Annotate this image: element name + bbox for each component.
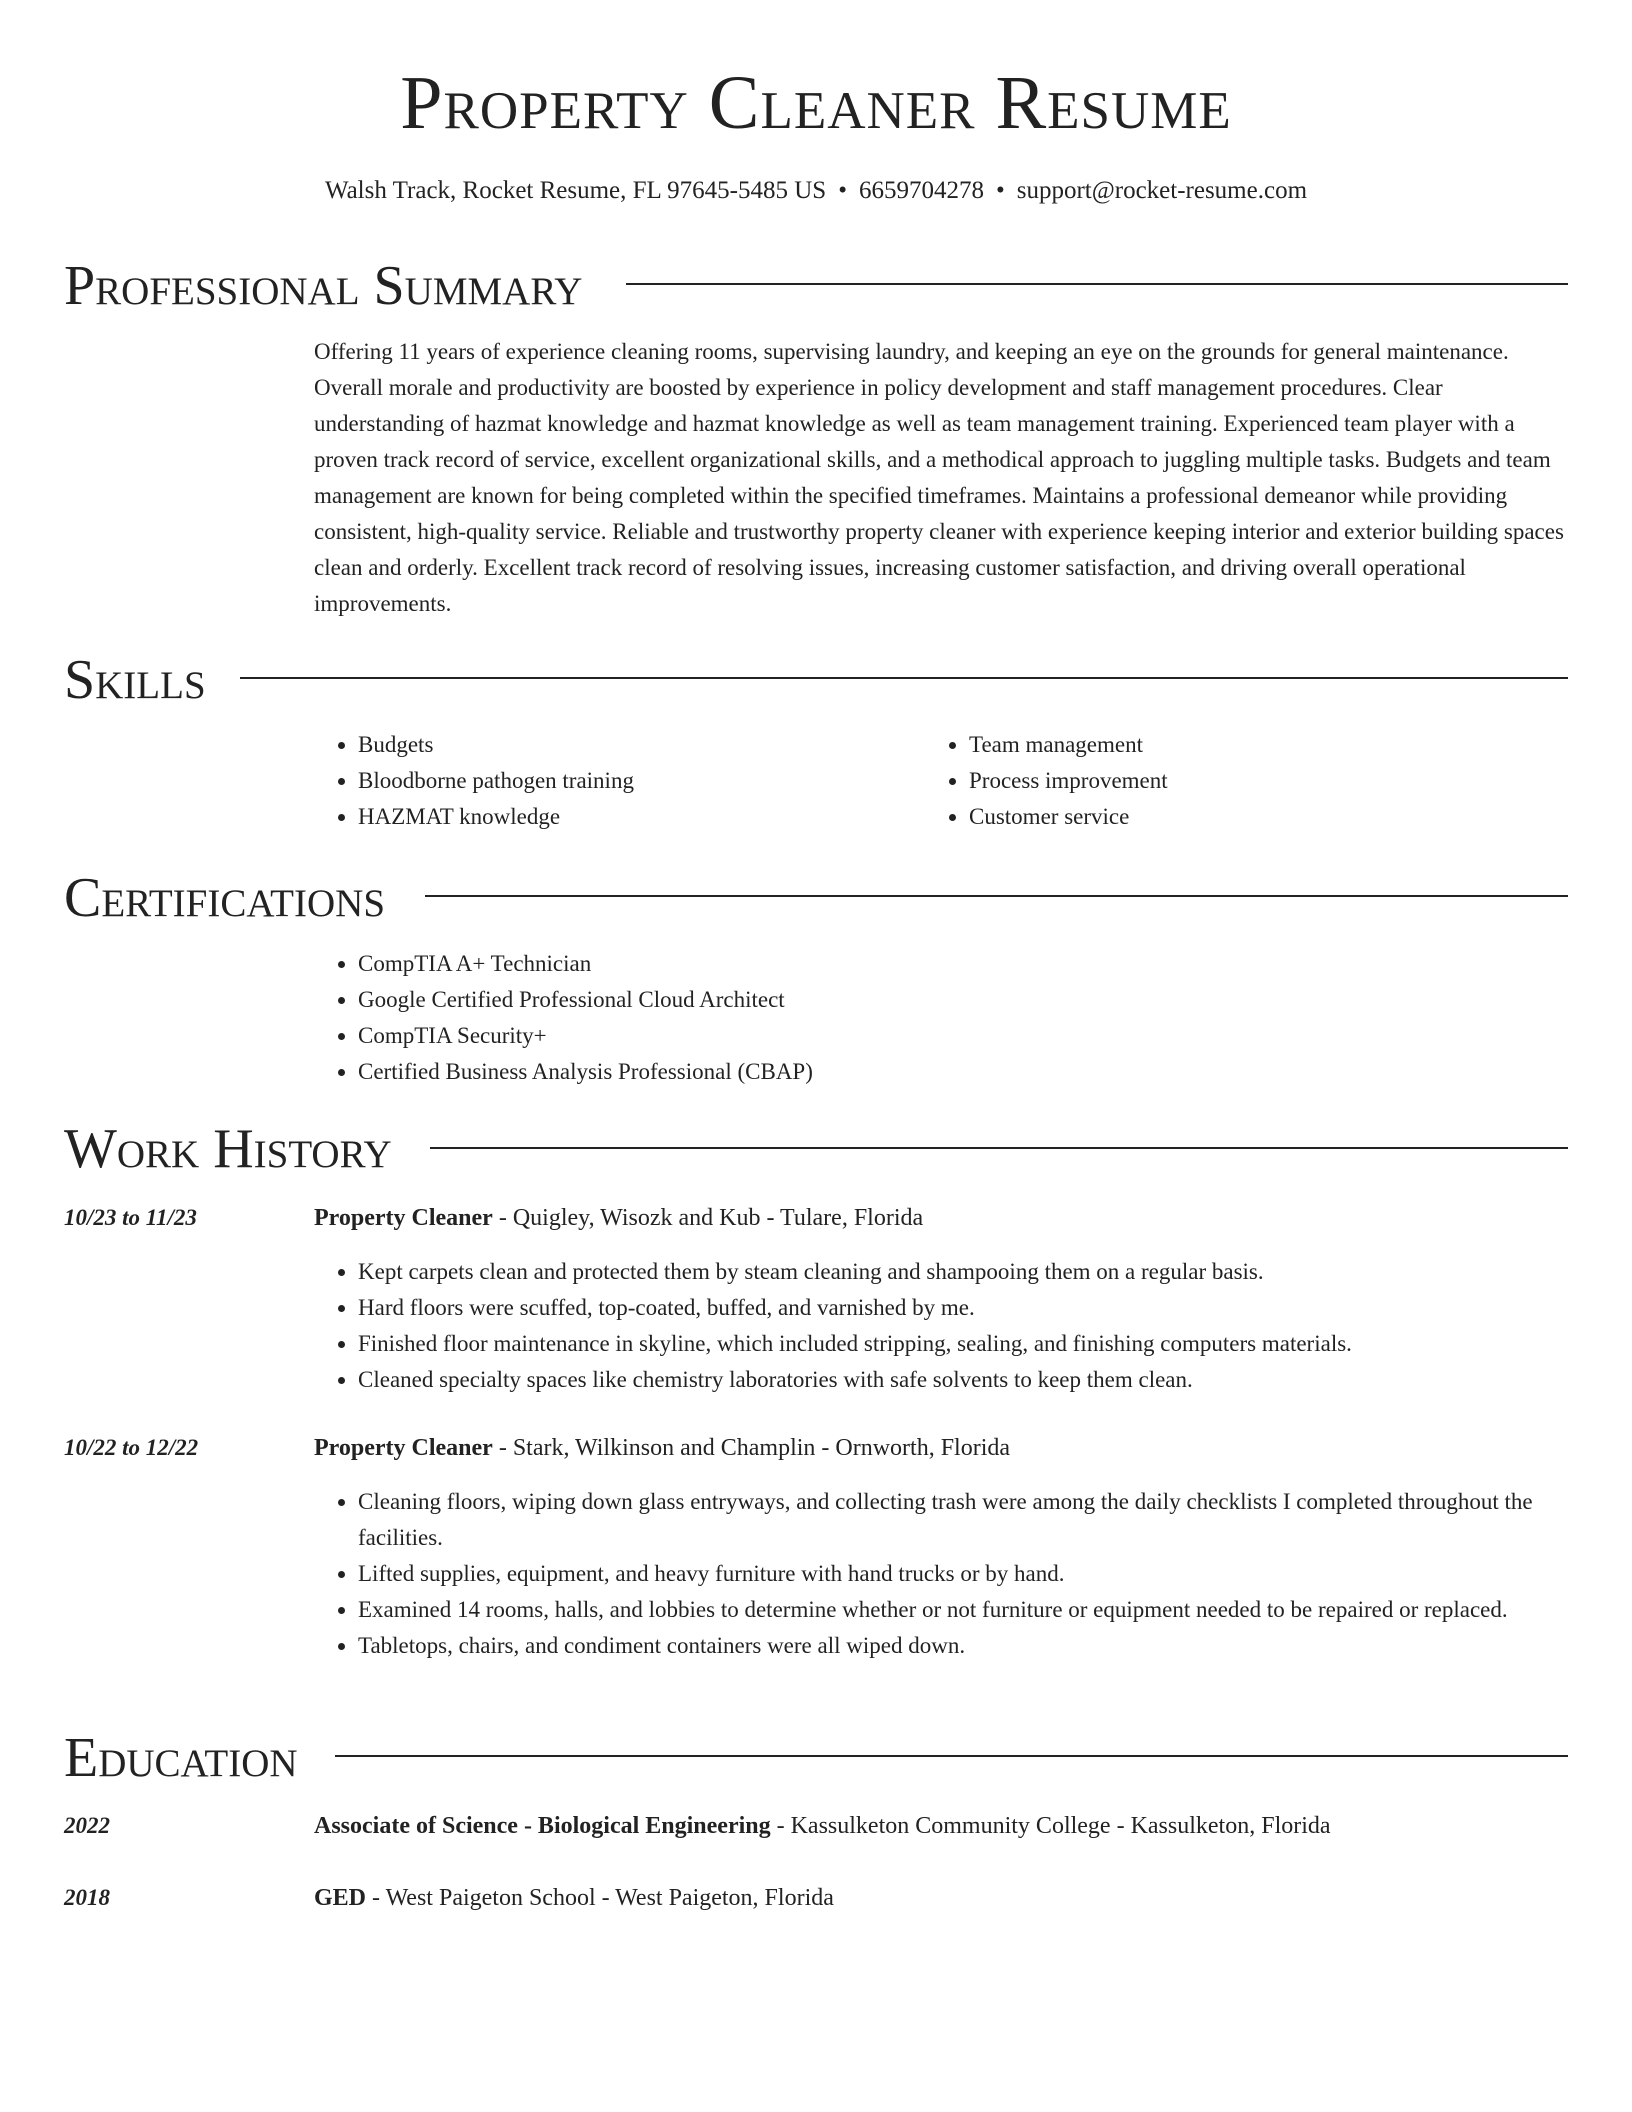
contact-address: Walsh Track, Rocket Resume, FL 97645-5485 US xyxy=(324,177,827,204)
summary-section xyxy=(314,334,1568,622)
skill-item: • Bloodborne pathogen training xyxy=(358,763,914,799)
education-entry xyxy=(314,1880,1568,1916)
contact-separator: • xyxy=(838,177,847,204)
summary-text: Offering 11 years of experience cleaning rooms, supervising laundry, and keeping an eye on the grounds for general maintenance. Overall morale and productivity are boosted by experience in policy development and staff management procedures. Clear understanding of hazmat knowledge and hazmat knowledge as well as team management training. Experienced team player with a proven track record of service, excellent organizational skills, and a methodical approach to juggling multiple tasks. Budgets and team management are known for being completed within the specified timeframes. Maintains a professional demeanor while providing consistent, high-quality service. Reliable and trustworthy property cleaner with experience keeping interior and exterior building spaces clean and orderly. Excellent track record of resolving issues, increasing customer satisfaction, and driving overall operational improvements. xyxy=(314,339,1564,616)
job-entry xyxy=(314,1200,1568,1398)
summary-divider xyxy=(626,283,1568,285)
skill-item: • Customer service xyxy=(969,799,1525,835)
contact-phone: 6659704278 xyxy=(858,177,984,204)
resume-title: Property Cleaner Resume xyxy=(400,61,1232,145)
contact-separator: • xyxy=(995,177,1005,204)
contact-line xyxy=(0,174,1632,208)
job-dates: 10/23 to 11/23 xyxy=(64,1205,197,1230)
certifications-divider xyxy=(425,895,1568,897)
education-heading: Education xyxy=(64,1727,298,1789)
skill-item: • HAZMAT knowledge xyxy=(358,799,914,835)
contact-email: support@rocket-resume.com xyxy=(1016,177,1308,204)
summary-heading: Professional Summary xyxy=(64,255,583,317)
job-bullet: • Hard floors were scuffed, top-coated, buffed, and varnished by me. xyxy=(358,1290,1568,1326)
education-entry xyxy=(314,1808,1568,1844)
job-entry xyxy=(314,1430,1568,1664)
education-degree: Associate of Science - Biological Engineering xyxy=(314,1813,771,1839)
job-title: Property Cleaner xyxy=(314,1205,493,1231)
job-dates: 10/22 to 12/22 xyxy=(64,1435,199,1460)
certification-item: • CompTIA A+ Technician xyxy=(358,946,1568,982)
education-degree: GED xyxy=(314,1885,367,1911)
education-divider xyxy=(335,1755,1568,1757)
job-bullet: • Cleaning floors, wiping down glass entryways, and collecting trash were among the daily checklists I completed throughout the facilities. xyxy=(358,1484,1568,1556)
certification-item: • Certified Business Analysis Professional (CBAP) xyxy=(358,1054,1568,1090)
education-year: 2022 xyxy=(64,1813,110,1838)
skill-item: • Budgets xyxy=(358,727,914,763)
certification-item: • CompTIA Security+ xyxy=(358,1018,1568,1054)
skills-list-right xyxy=(925,727,1525,835)
education-line xyxy=(314,1880,1568,1916)
job-employer: - Quigley, Wisozk and Kub - Tulare, Florida xyxy=(492,1205,924,1231)
skills-list-left xyxy=(314,727,914,835)
education-line xyxy=(314,1808,1568,1844)
job-title: Property Cleaner xyxy=(314,1435,493,1461)
job-employer: - Stark, Wilkinson and Champlin - Ornworth, Florida xyxy=(492,1435,1011,1461)
job-bullet: • Finished floor maintenance in skyline, which included stripping, sealing, and finishing computers materials. xyxy=(358,1326,1568,1362)
job-bullet: • Cleaned specialty spaces like chemistry laboratories with safe solvents to keep them clean. xyxy=(358,1362,1568,1398)
skill-item: • Team management xyxy=(969,727,1525,763)
education-school: - Kassulketon Community College - Kassulketon, Florida xyxy=(770,1813,1331,1839)
certifications-list xyxy=(314,946,1568,1090)
work-history-heading: Work History xyxy=(64,1118,392,1180)
work-history-divider xyxy=(430,1147,1568,1149)
job-bullet: • Examined 14 rooms, halls, and lobbies to determine whether or not furniture or equipment needed to be repaired or replaced. xyxy=(358,1592,1568,1628)
certification-item: • Google Certified Professional Cloud Architect xyxy=(358,982,1568,1018)
job-bullet: • Kept carpets clean and protected them by steam cleaning and shampooing them on a regular basis. xyxy=(358,1254,1568,1290)
skills-heading: Skills xyxy=(64,649,206,711)
job-bullet: • Lifted supplies, equipment, and heavy furniture with hand trucks or by hand. xyxy=(358,1556,1568,1592)
job-title-line xyxy=(314,1430,1568,1466)
skills-divider xyxy=(240,677,1568,679)
skill-item: • Process improvement xyxy=(969,763,1525,799)
job-title-line xyxy=(314,1200,1568,1236)
education-school: - West Paigeton School - West Paigeton, Florida xyxy=(366,1885,834,1911)
certifications-heading: Certifications xyxy=(64,867,386,929)
job-bullet: • Tabletops, chairs, and condiment containers were all wiped down. xyxy=(358,1628,1568,1664)
education-year: 2018 xyxy=(64,1885,110,1910)
